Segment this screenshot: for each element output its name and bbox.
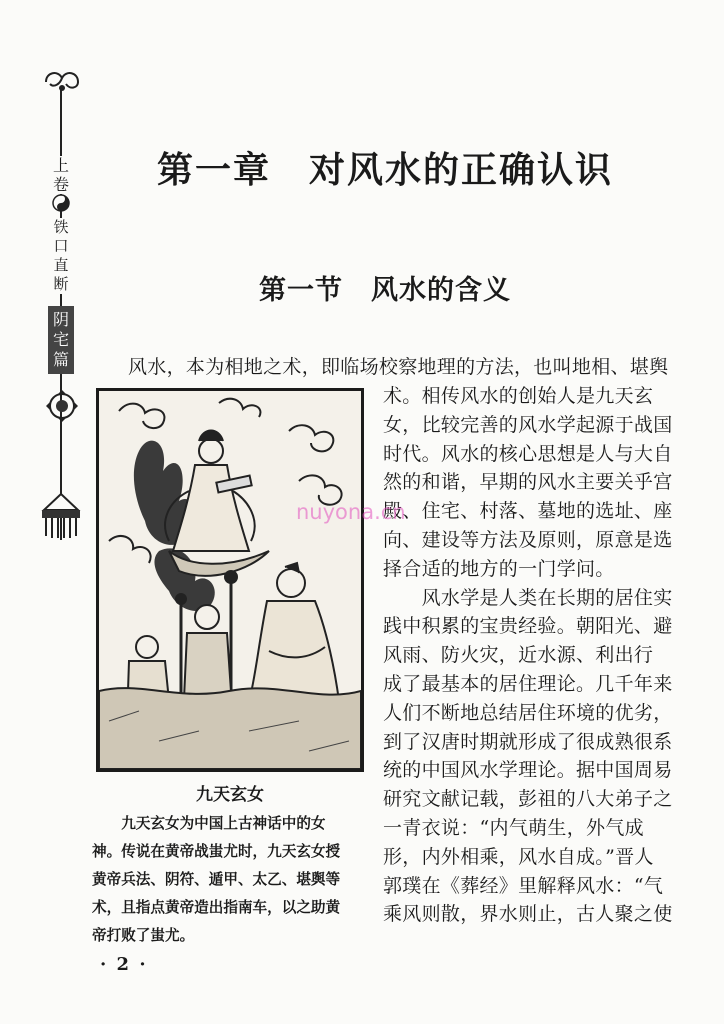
body-line: 研究文献记载，彭祖的八大弟子之 <box>383 788 673 811</box>
body-line: 乘风则散，界水则止，古人聚之使 <box>383 903 673 926</box>
yin-yang-icon <box>52 194 70 212</box>
body-text <box>383 382 693 929</box>
body-line: 术。相传风水的创始人是九天玄 <box>383 385 654 407</box>
body-line: 然的和谐，早期的风水主要关乎宫 <box>383 471 673 494</box>
section-title: 第一节 风水的含义 <box>259 275 511 306</box>
body-line: 郭璞在《葬经》里解释风水：“气 <box>383 874 664 897</box>
body-line: 择合适的地方的一门学问。 <box>383 557 615 580</box>
body-line: 女，比较完善的风水学起源于战国 <box>383 413 673 436</box>
illustration-caption: 九天玄女 <box>196 785 264 805</box>
caption-line: 帝打败了蚩尤。 <box>92 927 195 944</box>
spine-volume-label: 上卷 <box>50 156 72 194</box>
cloud-knot-icon <box>42 66 82 94</box>
chapter-title: 第一章 对风水的正确认识 <box>156 150 613 191</box>
caption-line: 黄帝兵法、阴符、遁甲、太乙、堪舆等 <box>92 871 341 888</box>
body-line: 风水学是人类在长期的居住实 <box>383 586 673 609</box>
caption-line: 术，且指点黄帝造出指南车，以之助黄 <box>92 899 341 916</box>
body-line: 一青衣说：“内气萌生，外气成 <box>383 816 644 839</box>
spine-section-tag: 阴宅篇 <box>48 306 74 374</box>
decorative-spine <box>36 60 86 540</box>
paragraph-first-line: 风水，本为相地之术，即临场校察地理的方法，也叫地相、堪舆 <box>128 356 669 378</box>
ornament-medallion-icon <box>42 388 82 424</box>
tassel-icon <box>36 480 86 542</box>
illustration-nine-heavens-lady <box>96 388 364 772</box>
body-line: 时代。风水的核心思想是人与大自 <box>383 442 673 465</box>
body-line: 风雨、防火灾，近水源、利出行 <box>383 644 654 667</box>
body-line: 形，内外相乘，风水自成。”晋人 <box>383 845 654 868</box>
body-line: 人们不断地总结居住环境的优劣， <box>383 701 673 724</box>
body-line: 殿、住宅、村落、墓地的选址、座 <box>383 500 673 523</box>
body-line: 到了汉唐时期就形成了很成熟很系 <box>383 730 673 753</box>
body-line: 统的中国风水学理论。据中国周易 <box>383 759 673 782</box>
illustration-description <box>92 810 378 950</box>
woodcut-figure-image <box>99 391 361 769</box>
caption-line: 九天玄女为中国上古神话中的女 <box>92 815 326 832</box>
watermark: nuyona.cn <box>296 500 406 524</box>
page-number: · 2 · <box>100 954 148 975</box>
body-line: 向、建设等方法及原则，原意是选 <box>383 528 673 551</box>
body-line: 成了最基本的居住理论。几千年来 <box>383 672 673 695</box>
caption-line: 神。传说在黄帝战蚩尤时，九天玄女授 <box>92 843 341 860</box>
body-line: 践中积累的宝贵经验。朝阳光、避 <box>383 615 673 638</box>
spine-series-label: 铁口直断 <box>50 218 72 294</box>
